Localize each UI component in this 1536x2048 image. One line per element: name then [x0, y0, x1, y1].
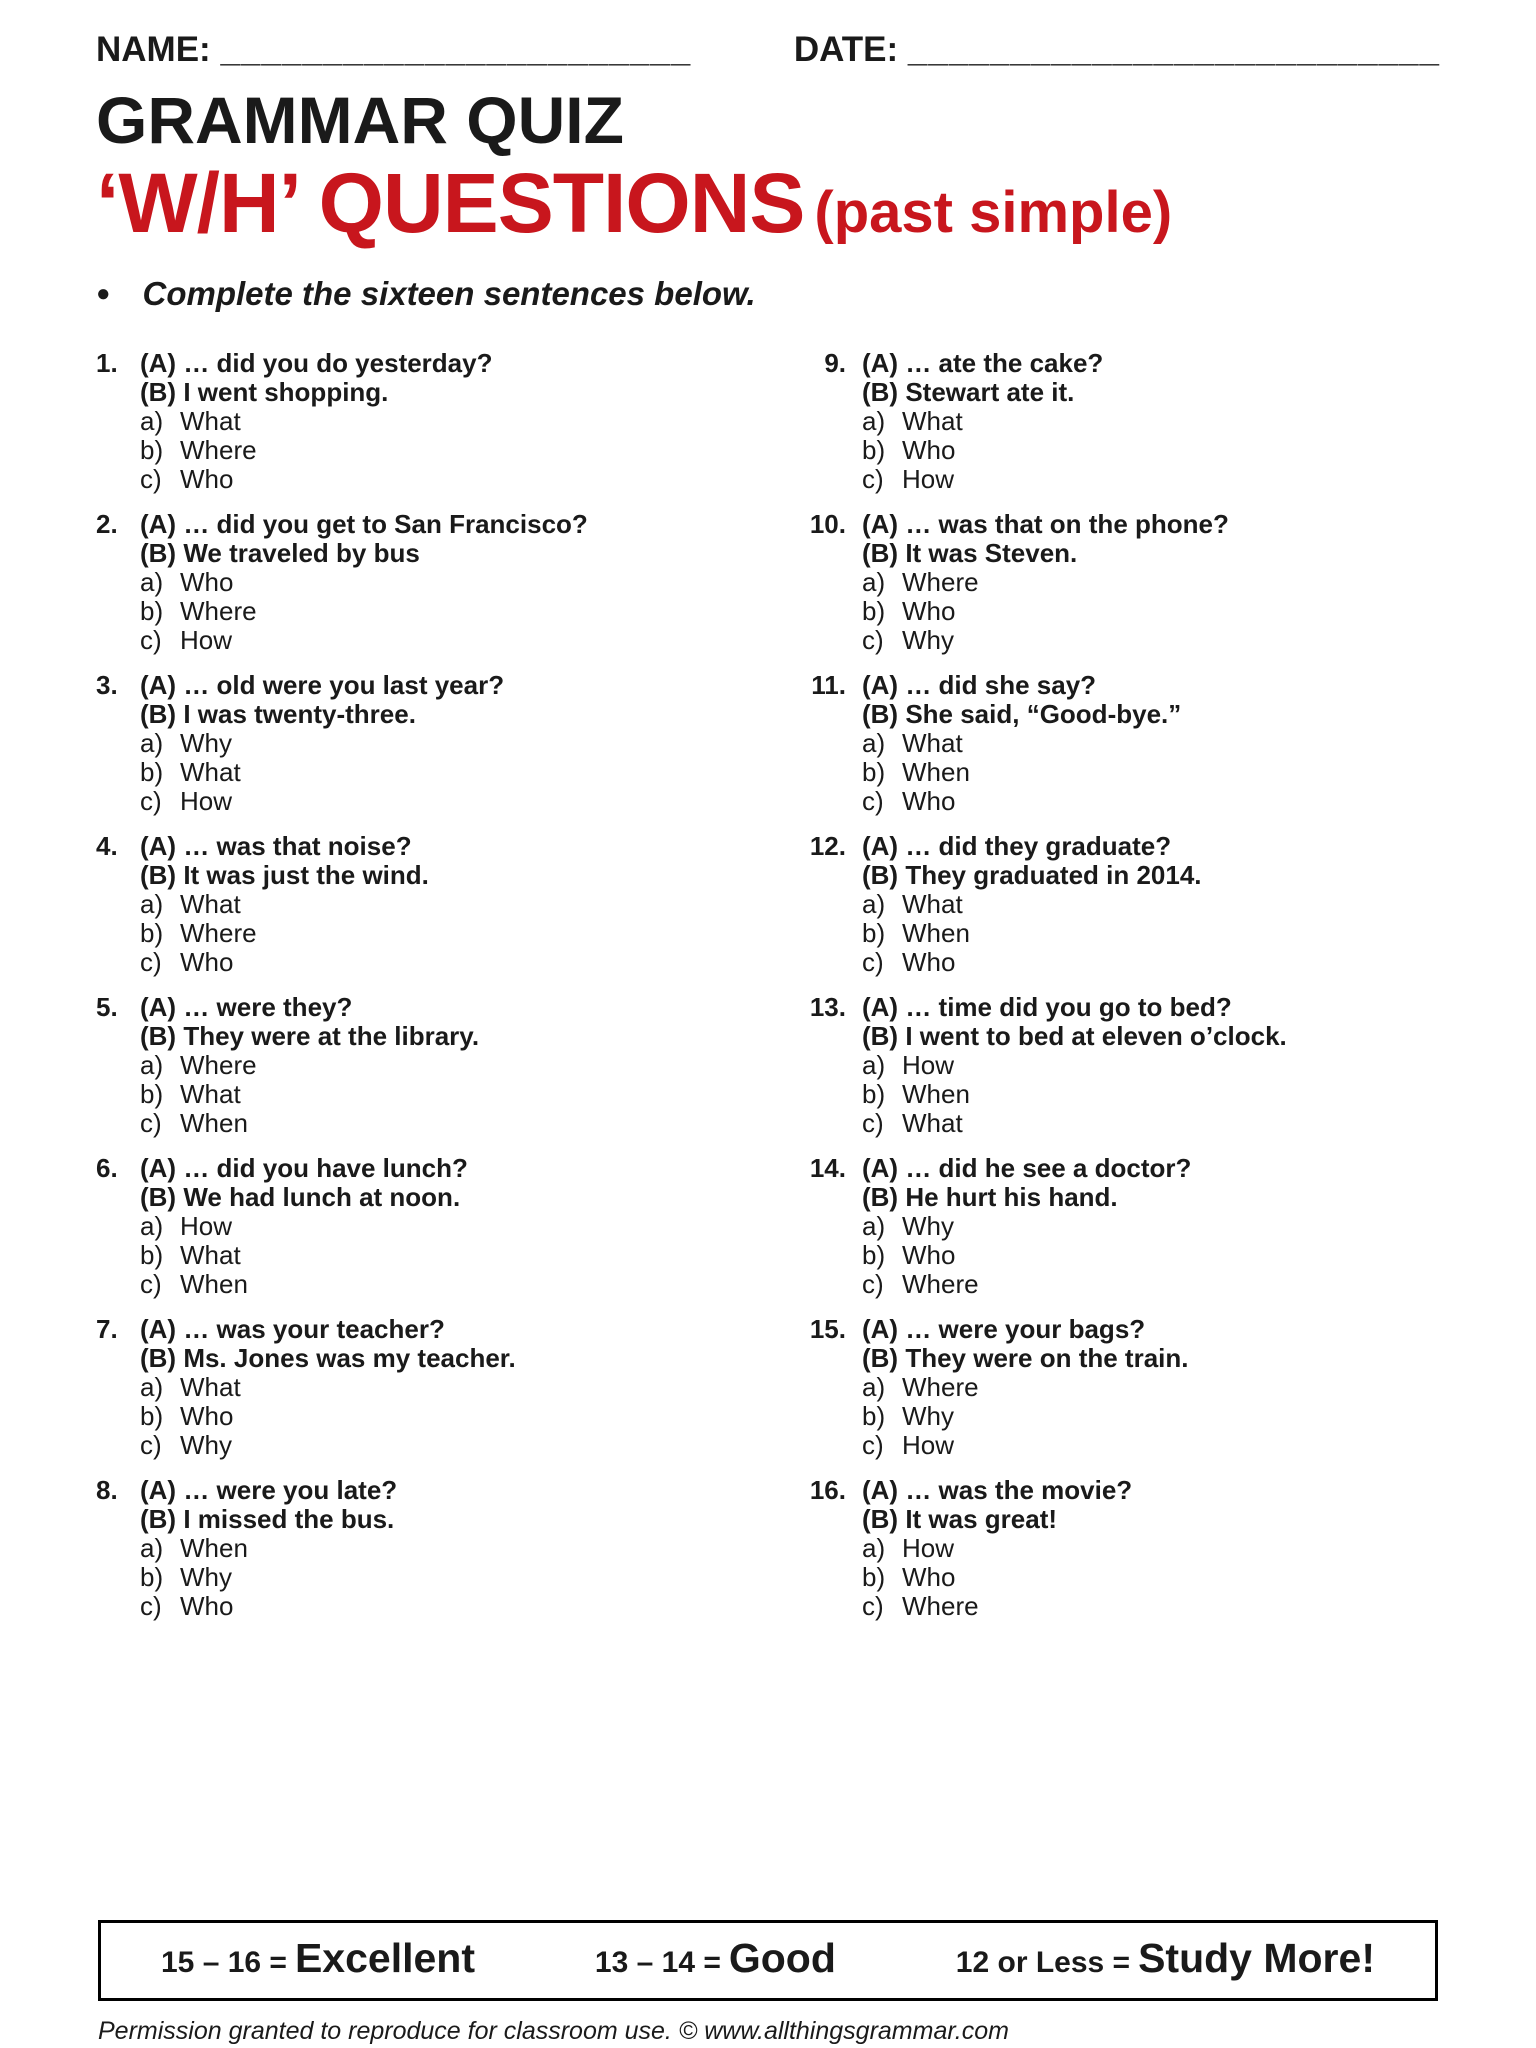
option-letter: b)	[862, 435, 886, 466]
option-text: What	[180, 889, 241, 920]
question-item	[96, 1315, 768, 1460]
score-item-study-more	[956, 1935, 1375, 1982]
question-prompt: (A) … did they graduate?	[862, 831, 1172, 862]
question-item	[800, 832, 1440, 977]
option-text: Who	[180, 1401, 234, 1432]
answer-option	[140, 919, 768, 948]
option-letter: c)	[140, 1108, 162, 1139]
option-letter: a)	[140, 406, 164, 437]
option-text: Where	[180, 1050, 257, 1081]
option-text: What	[902, 406, 963, 437]
option-text: When	[180, 1108, 248, 1139]
question-prompt: (A) … were they?	[140, 992, 353, 1023]
answer-option	[140, 1051, 768, 1080]
instruction-text: Complete the sixteen sentences below.	[142, 275, 756, 313]
question-body	[862, 510, 1440, 655]
option-text: Who	[902, 435, 956, 466]
option-text: Who	[902, 786, 956, 817]
option-letter: b)	[862, 596, 886, 627]
question-answer: (B) We had lunch at noon.	[140, 1182, 461, 1213]
option-text: When	[902, 918, 970, 949]
question-answer: (B) Ms. Jones was my teacher.	[140, 1343, 516, 1374]
option-text: What	[180, 1079, 241, 1110]
score-range: 13 – 14 =	[594, 1946, 721, 1979]
answer-option	[862, 1592, 1440, 1621]
score-label: Excellent	[294, 1935, 475, 1981]
answer-option	[862, 1109, 1440, 1138]
option-text: Who	[180, 947, 234, 978]
quiz-subtitle-note: (past simple)	[814, 180, 1173, 246]
question-body	[140, 349, 768, 494]
answer-option	[140, 1563, 768, 1592]
question-body	[862, 671, 1440, 816]
score-range: 12 or Less =	[955, 1946, 1131, 1979]
question-prompt: (A) … was the movie?	[862, 1475, 1133, 1506]
date-blank-line: __________________________	[907, 30, 1440, 69]
question-item	[800, 510, 1440, 655]
score-item-excellent	[161, 1935, 475, 1982]
score-box	[98, 1920, 1438, 2001]
option-letter: b)	[140, 435, 164, 466]
score-range: 15 – 16 =	[161, 1946, 287, 1979]
question-prompt: (A) … was your teacher?	[140, 1314, 445, 1345]
option-letter: c)	[140, 1591, 162, 1622]
option-text: How	[902, 1050, 955, 1081]
question-body	[140, 1315, 768, 1460]
option-letter: c)	[862, 786, 884, 817]
question-number: 5.	[96, 992, 118, 1023]
question-answer: (B) I went shopping.	[140, 377, 389, 408]
question-answer: (B) I went to bed at eleven o’clock.	[862, 1021, 1287, 1052]
answer-option	[862, 729, 1440, 758]
option-text: Who	[902, 1562, 956, 1593]
name-date-row	[96, 30, 1440, 70]
bullet-icon: ●	[96, 280, 111, 308]
option-letter: c)	[862, 947, 884, 978]
question-number: 11.	[811, 670, 846, 701]
question-answer: (B) I was twenty-three.	[140, 699, 416, 730]
answer-option	[862, 1241, 1440, 1270]
question-number: 10.	[809, 509, 846, 540]
option-letter: c)	[862, 1108, 884, 1139]
answer-option	[862, 407, 1440, 436]
option-letter: a)	[140, 1050, 164, 1081]
answer-option	[862, 1563, 1440, 1592]
option-text: How	[180, 786, 233, 817]
question-prompt: (A) … was that noise?	[140, 831, 412, 862]
answer-option	[140, 787, 768, 816]
option-text: What	[180, 1240, 241, 1271]
option-letter: a)	[140, 728, 164, 759]
option-text: Where	[180, 918, 257, 949]
answer-option	[140, 1373, 768, 1402]
answer-option	[140, 407, 768, 436]
question-number: 15.	[809, 1314, 846, 1345]
question-answer: (B) It was just the wind.	[140, 860, 429, 891]
question-number: 7.	[96, 1314, 118, 1345]
question-answer: (B) I missed the bus.	[140, 1504, 395, 1535]
question-body	[140, 1476, 768, 1621]
answer-option	[140, 1270, 768, 1299]
option-letter: a)	[862, 1372, 886, 1403]
answer-option	[862, 465, 1440, 494]
permission-note	[98, 2017, 1438, 2046]
page-title: GRAMMAR QUIZ	[96, 83, 624, 157]
name-blank-line: _______________________	[220, 30, 692, 69]
question-item	[800, 1154, 1440, 1299]
option-text: Where	[180, 596, 257, 627]
option-letter: b)	[862, 757, 886, 788]
option-text: What	[180, 757, 241, 788]
answer-option	[862, 1051, 1440, 1080]
option-text: How	[180, 625, 233, 656]
answer-option	[140, 1241, 768, 1270]
question-prompt: (A) … ate the cake?	[862, 348, 1104, 379]
question-item	[96, 832, 768, 977]
question-body	[140, 993, 768, 1138]
question-prompt: (A) … were you late?	[140, 1475, 398, 1506]
option-letter: a)	[140, 1372, 164, 1403]
option-letter: c)	[140, 1430, 162, 1461]
question-number: 16.	[809, 1475, 846, 1506]
answer-option	[140, 1402, 768, 1431]
option-text: How	[180, 1211, 233, 1242]
option-text: Where	[902, 1372, 979, 1403]
question-item	[96, 671, 768, 816]
option-text: Where	[902, 1591, 979, 1622]
answer-option	[862, 1431, 1440, 1460]
option-text: Why	[902, 1211, 954, 1242]
question-body	[862, 993, 1440, 1138]
answer-option	[140, 890, 768, 919]
option-text: How	[902, 1533, 955, 1564]
option-text: Why	[180, 1430, 232, 1461]
question-number: 3.	[96, 670, 118, 701]
answer-option	[140, 1109, 768, 1138]
answer-option	[862, 1534, 1440, 1563]
question-prompt: (A) … were your bags?	[862, 1314, 1146, 1345]
score-label: Good	[728, 1935, 836, 1981]
option-letter: a)	[862, 1211, 886, 1242]
question-number: 13.	[809, 992, 846, 1023]
question-number: 9.	[824, 348, 846, 379]
answer-option	[140, 597, 768, 626]
option-letter: c)	[862, 625, 884, 656]
question-item	[800, 993, 1440, 1138]
answer-option	[140, 465, 768, 494]
option-letter: a)	[140, 1533, 164, 1564]
option-letter: c)	[862, 464, 884, 495]
option-letter: b)	[862, 918, 886, 949]
option-text: Where	[180, 435, 257, 466]
answer-option	[862, 1402, 1440, 1431]
option-letter: b)	[140, 757, 164, 788]
quiz-subtitle-main: ‘W/H’ QUESTIONS	[96, 156, 805, 251]
question-prompt: (A) … time did you go to bed?	[862, 992, 1232, 1023]
question-body	[140, 1154, 768, 1299]
answer-option	[862, 1212, 1440, 1241]
answer-option	[140, 1534, 768, 1563]
bottom-area	[98, 1920, 1438, 2048]
option-text: Who	[902, 596, 956, 627]
question-answer: (B) Stewart ate it.	[862, 377, 1075, 408]
question-answer: (B) We traveled by bus	[140, 538, 420, 569]
answer-option	[140, 758, 768, 787]
question-answer: (B) It was great!	[862, 1504, 1058, 1535]
answer-option	[862, 758, 1440, 787]
option-letter: c)	[862, 1269, 884, 1300]
option-text: Why	[180, 1562, 232, 1593]
permission-text: Permission granted to reproduce for classroom use.	[98, 2017, 672, 2045]
question-body	[862, 1476, 1440, 1621]
option-letter: b)	[140, 1562, 164, 1593]
option-letter: a)	[862, 567, 886, 598]
option-text: What	[902, 728, 963, 759]
question-answer: (B) He hurt his hand.	[862, 1182, 1118, 1213]
option-text: What	[180, 1372, 241, 1403]
option-letter: a)	[862, 406, 886, 437]
question-prompt: (A) … did you get to San Francisco?	[140, 509, 588, 540]
answer-option	[140, 1212, 768, 1241]
question-number: 4.	[96, 831, 118, 862]
option-letter: c)	[140, 464, 162, 495]
question-item	[96, 510, 768, 655]
answer-option	[862, 568, 1440, 597]
option-text: Who	[180, 464, 234, 495]
option-letter: a)	[862, 889, 886, 920]
answer-option	[862, 1373, 1440, 1402]
questions-column-right	[768, 349, 1440, 1637]
option-text: When	[180, 1533, 248, 1564]
option-letter: a)	[140, 1211, 164, 1242]
option-letter: a)	[862, 1050, 886, 1081]
answer-option	[862, 597, 1440, 626]
questions-columns	[96, 349, 1440, 1637]
option-letter: c)	[140, 947, 162, 978]
option-letter: b)	[140, 1401, 164, 1432]
score-item-good	[595, 1935, 836, 1982]
answer-option	[140, 948, 768, 977]
date-label: DATE:	[793, 30, 899, 69]
option-letter: a)	[140, 567, 164, 598]
question-prompt: (A) … did he see a doctor?	[862, 1153, 1192, 1184]
option-letter: b)	[862, 1562, 886, 1593]
question-number: 1.	[96, 348, 118, 379]
question-item	[96, 1154, 768, 1299]
question-prompt: (A) … old were you last year?	[140, 670, 505, 701]
question-item	[800, 1315, 1440, 1460]
question-answer: (B) They graduated in 2014.	[862, 860, 1202, 891]
option-letter: b)	[862, 1079, 886, 1110]
option-text: Why	[902, 625, 954, 656]
option-letter: b)	[862, 1401, 886, 1432]
question-answer: (B) It was Steven.	[862, 538, 1078, 569]
question-body	[862, 349, 1440, 494]
question-number: 8.	[96, 1475, 118, 1506]
question-item	[800, 349, 1440, 494]
question-number: 2.	[96, 509, 118, 540]
answer-option	[140, 1431, 768, 1460]
question-prompt: (A) … did you have lunch?	[140, 1153, 468, 1184]
question-prompt: (A) … was that on the phone?	[862, 509, 1229, 540]
answer-option	[862, 919, 1440, 948]
answer-option	[862, 948, 1440, 977]
answer-option	[140, 626, 768, 655]
answer-option	[862, 1270, 1440, 1299]
option-text: Who	[902, 1240, 956, 1271]
question-item	[96, 349, 768, 494]
option-text: When	[902, 1079, 970, 1110]
question-item	[800, 671, 1440, 816]
question-number: 6.	[96, 1153, 118, 1184]
option-text: Where	[902, 1269, 979, 1300]
option-text: Where	[902, 567, 979, 598]
question-number: 12.	[809, 831, 846, 862]
option-letter: b)	[140, 1079, 164, 1110]
option-letter: b)	[140, 918, 164, 949]
question-body	[862, 1315, 1440, 1460]
quiz-subtitle	[96, 156, 1440, 251]
option-letter: a)	[862, 1533, 886, 1564]
question-number: 14.	[809, 1153, 846, 1184]
score-label: Study More!	[1138, 1935, 1375, 1981]
name-label: NAME:	[96, 30, 211, 69]
option-text: Why	[180, 728, 232, 759]
question-answer: (B) She said, “Good-bye.”	[862, 699, 1182, 730]
option-text: Who	[902, 947, 956, 978]
question-body	[140, 510, 768, 655]
question-prompt: (A) … did you do yesterday?	[140, 348, 493, 379]
option-text: What	[180, 406, 241, 437]
answer-option	[140, 1080, 768, 1109]
option-text: When	[180, 1269, 248, 1300]
copyright-text: © www.allthingsgrammar.com	[678, 2017, 1009, 2045]
option-letter: b)	[140, 1240, 164, 1271]
option-letter: c)	[140, 625, 162, 656]
question-body	[140, 832, 768, 977]
question-body	[862, 832, 1440, 977]
answer-option	[862, 890, 1440, 919]
question-answer: (B) They were on the train.	[862, 1343, 1189, 1374]
question-item	[96, 993, 768, 1138]
answer-option	[140, 568, 768, 597]
date-field	[794, 30, 1440, 70]
option-text: How	[902, 1430, 955, 1461]
option-text: How	[902, 464, 955, 495]
option-letter: b)	[140, 596, 164, 627]
answer-option	[140, 436, 768, 465]
question-body	[140, 671, 768, 816]
questions-column-left	[96, 349, 768, 1637]
answer-option	[862, 787, 1440, 816]
option-letter: c)	[140, 1269, 162, 1300]
question-body	[862, 1154, 1440, 1299]
option-text: When	[902, 757, 970, 788]
option-text: What	[902, 889, 963, 920]
option-text: Who	[180, 1591, 234, 1622]
answer-option	[862, 626, 1440, 655]
answer-option	[862, 436, 1440, 465]
answer-option	[140, 729, 768, 758]
question-answer: (B) They were at the library.	[140, 1021, 480, 1052]
question-item	[96, 1476, 768, 1621]
question-prompt: (A) … did she say?	[862, 670, 1097, 701]
answer-option	[140, 1592, 768, 1621]
question-item	[800, 1476, 1440, 1621]
option-letter: b)	[862, 1240, 886, 1271]
instruction-row	[96, 275, 1440, 313]
option-letter: c)	[140, 786, 162, 817]
option-text: What	[902, 1108, 963, 1139]
option-letter: c)	[862, 1591, 884, 1622]
name-field	[96, 30, 691, 70]
option-letter: a)	[862, 728, 886, 759]
option-text: Who	[180, 567, 234, 598]
option-letter: c)	[862, 1430, 884, 1461]
option-text: Why	[902, 1401, 954, 1432]
answer-option	[862, 1080, 1440, 1109]
option-letter: a)	[140, 889, 164, 920]
